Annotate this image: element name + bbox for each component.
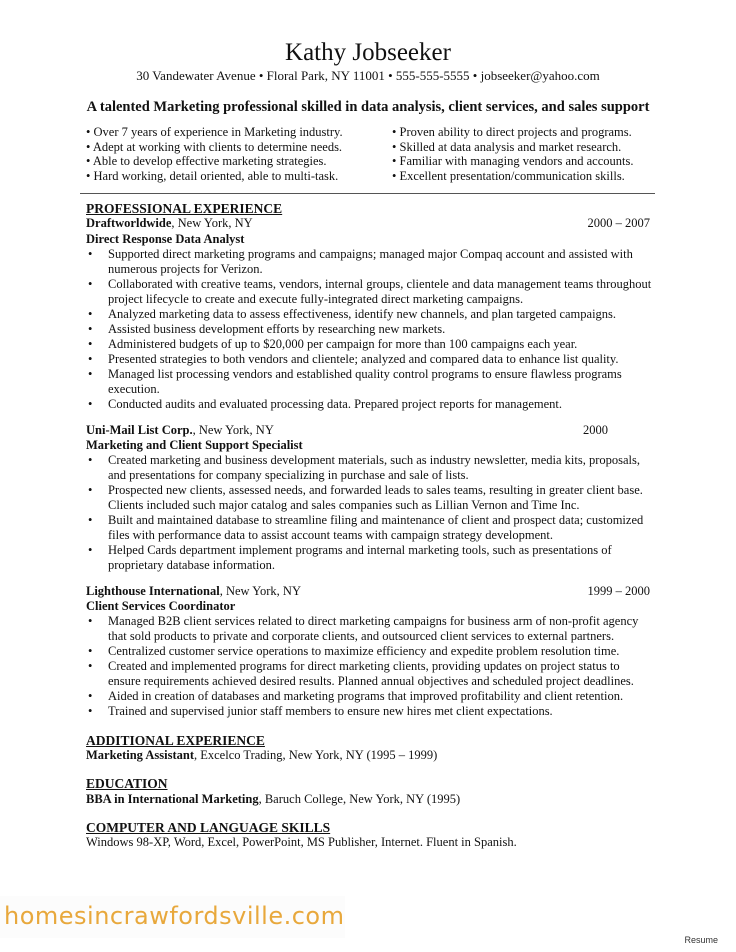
job-bullets: [86, 614, 652, 719]
skill-item: • Proven ability to direct projects and programs.: [392, 125, 634, 140]
bullet-item: • Created and implemented programs for direct marketing clients, providing updates on project status to ensure requirements achieved desired results. Planned annual objectives and scheduled project deadlines.: [86, 659, 652, 689]
company-location: , New York, NY: [171, 216, 253, 230]
skill-item: • Hard working, detail oriented, able to multi-task.: [86, 169, 343, 184]
bullet-item: • Aided in creation of databases and marketing programs that improved profitability and client retention.: [86, 689, 652, 704]
bullet-item: • Centralized customer service operations to maximize efficiency and expedite problem resolution time.: [86, 644, 652, 659]
education-detail: , Baruch College, New York, NY (1995): [258, 792, 461, 806]
bullet-item: • Collaborated with creative teams, vendors, internal groups, clientele and data management teams throughout project lifecycle to create and execute fully-integrated direct marketing campaigns.: [86, 277, 652, 307]
job-dates: 1999 – 2000: [587, 584, 650, 598]
job-role: Direct Response Data Analyst: [86, 232, 245, 246]
section-title-professional: PROFESSIONAL EXPERIENCE: [86, 201, 283, 216]
company-name: Uni-Mail List Corp.: [86, 423, 193, 437]
additional-role: Marketing Assistant: [86, 748, 194, 762]
section-title-education: EDUCATION: [86, 776, 168, 791]
skill-item: • Skilled at data analysis and market research.: [392, 140, 634, 155]
resume-headline: A talented Marketing professional skilled in data analysis, client services, and sales support: [86, 99, 650, 115]
bullet-item: • Managed list processing vendors and established quality control programs to ensure flawless programs execution.: [86, 367, 652, 397]
skill-item: • Excellent presentation/communication skills.: [392, 169, 634, 184]
bullet-item: • Assisted business development efforts by researching new markets.: [86, 322, 652, 337]
bullet-item: • Administered budgets of up to $20,000 per campaign for more than 100 campaigns each year.: [86, 337, 652, 352]
skills-list-left: [86, 125, 343, 183]
company-name: Lighthouse International: [86, 584, 220, 598]
job-header: [86, 216, 650, 231]
additional-detail: , Excelco Trading, New York, NY (1995 – 1999): [194, 748, 438, 762]
job-role: Client Services Coordinator: [86, 599, 236, 613]
company-name: Draftworldwide: [86, 216, 172, 230]
company-location: , New York, NY: [192, 423, 274, 437]
bullet-item: • Managed B2B client services related to direct marketing campaigns for business arm of non-profit agency that sold products to private and corporate clients, and outsourced client services to external partners.: [86, 614, 652, 644]
bullet-item: • Helped Cards department implement programs and internal marketing tools, such as presentations of proprietary database information.: [86, 543, 652, 573]
bullet-item: • Prospected new clients, assessed needs, and forwarded leads to sales teams, resulting in greater client base. Clients included such major catalog and sales companies such as Lillian Vernon and Time Inc.: [86, 483, 652, 513]
bullet-item: • Presented strategies to both vendors and clientele; analyzed and compared data to enhance list quality.: [86, 352, 652, 367]
bullet-item: • Conducted audits and evaluated processing data. Prepared project reports for management.: [86, 397, 652, 412]
contact-line: 30 Vandewater Avenue • Floral Park, NY 11001 • 555-555-5555 • jobseeker@yahoo.com: [136, 68, 600, 83]
candidate-name: Kathy Jobseeker: [285, 39, 451, 66]
section-title-computer: COMPUTER AND LANGUAGE SKILLS: [86, 820, 331, 835]
job-header: [86, 423, 650, 438]
job-role: Marketing and Client Support Specialist: [86, 438, 303, 452]
company-location: , New York, NY: [219, 584, 301, 598]
skill-item: • Able to develop effective marketing strategies.: [86, 154, 343, 169]
computer-skills-text: Windows 98-XP, Word, Excel, PowerPoint, MS Publisher, Internet. Fluent in Spanish.: [86, 835, 517, 849]
education-degree: BBA in International Marketing: [86, 792, 259, 806]
skill-item: • Familiar with managing vendors and accounts.: [392, 154, 634, 169]
job-dates: 2000 – 2007: [587, 216, 650, 230]
bullet-item: • Supported direct marketing programs and campaigns; managed major Compaq account and assisted with numerous projects for Verizon.: [86, 247, 652, 277]
section-divider: [80, 193, 655, 194]
additional-entry: [86, 748, 437, 763]
skill-item: • Over 7 years of experience in Marketing industry.: [86, 125, 343, 140]
bullet-item: • Analyzed marketing data to assess effectiveness, identify new channels, and plan targeted campaigns.: [86, 307, 652, 322]
skill-item: • Adept at working with clients to determine needs.: [86, 140, 343, 155]
bullet-item: • Built and maintained database to streamline filing and maintenance of client and prospect data; customized files with performance data to assist account teams with campaign strategy development.: [86, 513, 652, 543]
section-title-additional: ADDITIONAL EXPERIENCE: [86, 733, 265, 748]
corner-label: Resume: [684, 935, 718, 945]
job-bullets: [86, 453, 652, 573]
job-header: [86, 584, 650, 599]
education-entry: [86, 792, 460, 807]
bullet-item: • Trained and supervised junior staff members to ensure new hires met client expectations.: [86, 704, 652, 719]
job-dates: 2000: [583, 423, 608, 437]
watermark-banner: [0, 896, 345, 938]
watermark-text: homesincrawfordsville.com: [4, 902, 345, 930]
skills-list-right: [392, 125, 634, 183]
bullet-item: • Created marketing and business development materials, such as industry newsletter, media kits, proposals, and presentations for company specializing in purchase and sale of lists.: [86, 453, 652, 483]
job-bullets: [86, 247, 652, 412]
